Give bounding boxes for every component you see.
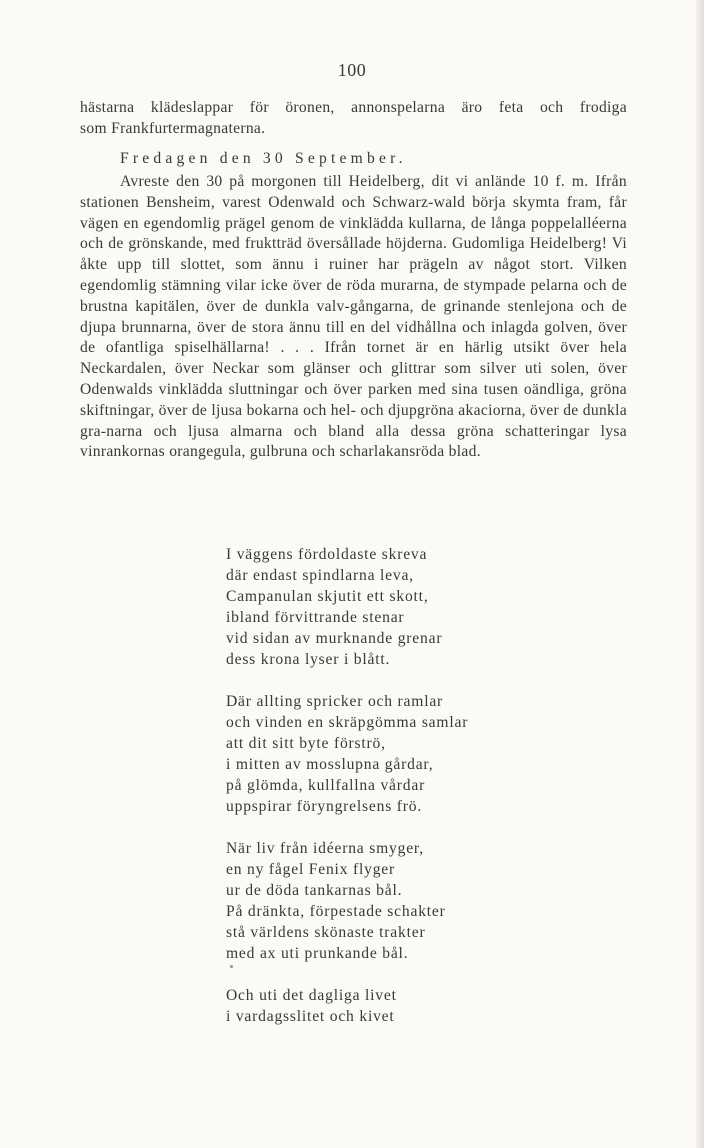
poem-stanza-1 — [226, 544, 606, 670]
poem-line: Där allting spricker och ramlar — [226, 693, 444, 710]
poem-line: På dränkta, förpestade schakter — [226, 903, 446, 920]
ink-speck — [230, 965, 233, 968]
poem-line: att dit sitt byte förströ, — [226, 735, 386, 752]
poem-stanza-4 — [226, 985, 606, 1027]
poem-line: på glömda, kullfallna vårdar — [226, 777, 426, 794]
poem-line: en ny fågel Fenix flyger — [226, 861, 396, 878]
poem-line: När liv från idéerna smyger, — [226, 840, 424, 857]
poem-line: Och uti det dagliga livet — [226, 987, 397, 1004]
poem-line: med ax uti prunkande bål. — [226, 945, 409, 962]
poem-line: I väggens fördoldaste skreva — [226, 546, 428, 563]
poem-line: uppspirar föryngrelsens frö. — [226, 798, 423, 815]
poem-line: i vardagsslitet och kivet — [226, 1008, 395, 1025]
page-edge — [696, 0, 704, 1148]
page-number: 100 — [337, 60, 367, 80]
body-paragraph: Avreste den 30 på morgonen till Heidelberg, dit vi anlände 10 f. m. Ifrån stationen Bensheim, varest Odenwald och Schwarz-wald börja skymta fram, får vägen en egendomlig prägel genom de vinklädda kullarna, de långa poppelalléerna och de grönskande, med fruktträd översållade höjderna. Gudomliga Heidelberg! Vi åkte upp till slottet, som ännu i ruiner har prägeln av något stort. Vilken egendomlig stämning vilar icke över de röda murarna, de stympade pelarna och de brustna kapitälen, över de dunkla valv-gångarna, de grinande stenlejona och de djupa brunnarna, över de stora ännu till en del vidhållna och inlagda golven, över de ofantliga spiselhällarna! . . . Ifrån tornet är en härlig utsikt över hela Neckardalen, över Neckar som glänser och glittrar som silver uti solen, över Odenwalds vinklädda sluttningar och över parken med sina tusen oändliga, gröna skiftningar, över de ljusa bokarna och hel- och djupgröna akaciorna, över de dunkla gra-narna och ljusa almarna och bland alla dessa gröna schatteringar lysa vinrankornas orangegula, gulbruna och scharlakansröda blad. — [80, 173, 627, 461]
poem-line: stå världens skönaste trakter — [226, 924, 426, 941]
poem-line: Campanulan skjutit ett skott, — [226, 588, 429, 605]
poem-line: dess krona lyser i blått. — [226, 651, 391, 668]
poem-line: där endast spindlarna leva, — [226, 567, 414, 584]
date-header: Fredagen den 30 September. — [120, 150, 407, 167]
poem-stanza-3 — [226, 838, 606, 964]
poem-line: vid sidan av murknande grenar — [226, 630, 443, 647]
poem-line: i mitten av mosslupna gårdar, — [226, 756, 434, 773]
poem-line: ur de döda tankarnas bål. — [226, 882, 403, 899]
poem-stanza-2 — [226, 691, 606, 817]
poem-line: och vinden en skräpgömma samlar — [226, 714, 469, 731]
intro-line-2: som Frankfurtermagnaterna. — [80, 120, 266, 137]
poem-line: ibland förvittrande stenar — [226, 609, 405, 626]
intro-line-1: hästarna klädeslappar för öronen, annonspelarna äro feta och frodiga — [80, 99, 627, 116]
